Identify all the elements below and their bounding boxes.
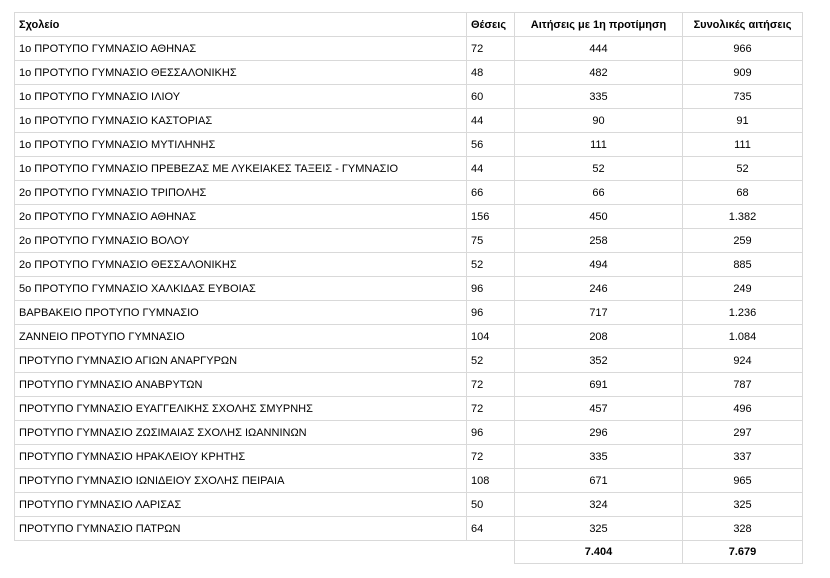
total-applications-cell: 735 [683, 85, 803, 109]
positions-cell: 52 [467, 349, 515, 373]
total-applications-cell: 1.382 [683, 205, 803, 229]
total-applications-cell: 909 [683, 61, 803, 85]
table-row [15, 109, 803, 133]
first-preference-cell: 450 [515, 205, 683, 229]
first-preference-cell: 246 [515, 277, 683, 301]
total-applications-cell: 328 [683, 517, 803, 541]
positions-cell: 72 [467, 373, 515, 397]
school-name-cell: 1ο ΠΡΟΤΥΠΟ ΓΥΜΝΑΣΙΟ ΙΛΙΟΥ [15, 85, 467, 109]
table-row [15, 397, 803, 421]
school-name-cell: ΖΑΝΝΕΙΟ ΠΡΟΤΥΠΟ ΓΥΜΝΑΣΙΟ [15, 325, 467, 349]
positions-cell: 72 [467, 37, 515, 61]
total-applications-cell: 297 [683, 421, 803, 445]
total-applications-cell: 496 [683, 397, 803, 421]
positions-cell: 75 [467, 229, 515, 253]
first-preference-cell: 335 [515, 85, 683, 109]
school-name-cell: ΠΡΟΤΥΠΟ ΓΥΜΝΑΣΙΟ ΗΡΑΚΛΕΙΟΥ ΚΡΗΤΗΣ [15, 445, 467, 469]
school-name-cell: 2ο ΠΡΟΤΥΠΟ ΓΥΜΝΑΣΙΟ ΒΟΛΟΥ [15, 229, 467, 253]
total-applications-cell: 52 [683, 157, 803, 181]
total-applications-cell: 1.084 [683, 325, 803, 349]
school-name-cell: 1ο ΠΡΟΤΥΠΟ ΓΥΜΝΑΣΙΟ ΘΕΣΣΑΛΟΝΙΚΗΣ [15, 61, 467, 85]
school-name-cell: 1ο ΠΡΟΤΥΠΟ ΓΥΜΝΑΣΙΟ ΠΡΕΒΕΖΑΣ ΜΕ ΛΥΚΕΙΑΚΕΣ ΤΑΞΕΙΣ - ΓΥΜΝΑΣΙΟ [15, 157, 467, 181]
first-preference-cell: 111 [515, 133, 683, 157]
positions-cell: 48 [467, 61, 515, 85]
school-name-cell: ΠΡΟΤΥΠΟ ΓΥΜΝΑΣΙΟ ΛΑΡΙΣΑΣ [15, 493, 467, 517]
total-applications-cell: 924 [683, 349, 803, 373]
total-applications-cell: 966 [683, 37, 803, 61]
positions-cell: 108 [467, 469, 515, 493]
totals-blank-school [15, 541, 467, 564]
total-applications-cell: 965 [683, 469, 803, 493]
header-first-preference: Αιτήσεις με 1η προτίμηση [515, 13, 683, 37]
school-name-cell: ΒΑΡΒΑΚΕΙΟ ΠΡΟΤΥΠΟ ΓΥΜΝΑΣΙΟ [15, 301, 467, 325]
first-preference-cell: 352 [515, 349, 683, 373]
header-total-applications: Συνολικές αιτήσεις [683, 13, 803, 37]
totals-blank-positions [467, 541, 515, 564]
table-row [15, 349, 803, 373]
positions-cell: 96 [467, 301, 515, 325]
total-applications-cell: 249 [683, 277, 803, 301]
total-first-preference: 7.404 [515, 541, 683, 564]
first-preference-cell: 457 [515, 397, 683, 421]
first-preference-cell: 482 [515, 61, 683, 85]
table-row [15, 277, 803, 301]
total-applications-cell: 259 [683, 229, 803, 253]
school-name-cell: 2ο ΠΡΟΤΥΠΟ ΓΥΜΝΑΣΙΟ ΑΘΗΝΑΣ [15, 205, 467, 229]
table-row [15, 61, 803, 85]
positions-cell: 96 [467, 277, 515, 301]
table-row [15, 229, 803, 253]
total-applications: 7.679 [683, 541, 803, 564]
first-preference-cell: 208 [515, 325, 683, 349]
positions-cell: 50 [467, 493, 515, 517]
first-preference-cell: 324 [515, 493, 683, 517]
positions-cell: 44 [467, 109, 515, 133]
positions-cell: 72 [467, 445, 515, 469]
table-row [15, 37, 803, 61]
table-row [15, 133, 803, 157]
header-school: Σχολείο [15, 13, 467, 37]
positions-cell: 44 [467, 157, 515, 181]
header-positions: Θέσεις [467, 13, 515, 37]
first-preference-cell: 335 [515, 445, 683, 469]
first-preference-cell: 66 [515, 181, 683, 205]
table-row [15, 469, 803, 493]
total-applications-cell: 325 [683, 493, 803, 517]
total-applications-cell: 68 [683, 181, 803, 205]
school-name-cell: 2ο ΠΡΟΤΥΠΟ ΓΥΜΝΑΣΙΟ ΤΡΙΠΟΛΗΣ [15, 181, 467, 205]
table-row [15, 517, 803, 541]
table-row [15, 445, 803, 469]
first-preference-cell: 444 [515, 37, 683, 61]
totals-row [15, 541, 803, 564]
school-name-cell: ΠΡΟΤΥΠΟ ΓΥΜΝΑΣΙΟ ΕΥΑΓΓΕΛΙΚΗΣ ΣΧΟΛΗΣ ΣΜΥΡΝΗΣ [15, 397, 467, 421]
table-row [15, 253, 803, 277]
first-preference-cell: 296 [515, 421, 683, 445]
positions-cell: 56 [467, 133, 515, 157]
first-preference-cell: 717 [515, 301, 683, 325]
total-applications-cell: 111 [683, 133, 803, 157]
positions-cell: 66 [467, 181, 515, 205]
total-applications-cell: 337 [683, 445, 803, 469]
table-row [15, 157, 803, 181]
table-row [15, 373, 803, 397]
first-preference-cell: 494 [515, 253, 683, 277]
table-row [15, 493, 803, 517]
school-name-cell: ΠΡΟΤΥΠΟ ΓΥΜΝΑΣΙΟ ΖΩΣΙΜΑΙΑΣ ΣΧΟΛΗΣ ΙΩΑΝΝΙΝΩΝ [15, 421, 467, 445]
positions-cell: 60 [467, 85, 515, 109]
applications-table [14, 12, 803, 564]
school-name-cell: 1ο ΠΡΟΤΥΠΟ ΓΥΜΝΑΣΙΟ ΜΥΤΙΛΗΝΗΣ [15, 133, 467, 157]
school-name-cell: 2ο ΠΡΟΤΥΠΟ ΓΥΜΝΑΣΙΟ ΘΕΣΣΑΛΟΝΙΚΗΣ [15, 253, 467, 277]
first-preference-cell: 258 [515, 229, 683, 253]
positions-cell: 52 [467, 253, 515, 277]
total-applications-cell: 885 [683, 253, 803, 277]
table-row [15, 205, 803, 229]
first-preference-cell: 671 [515, 469, 683, 493]
total-applications-cell: 91 [683, 109, 803, 133]
first-preference-cell: 325 [515, 517, 683, 541]
school-name-cell: 1ο ΠΡΟΤΥΠΟ ΓΥΜΝΑΣΙΟ ΑΘΗΝΑΣ [15, 37, 467, 61]
table-row [15, 85, 803, 109]
header-row [15, 13, 803, 37]
first-preference-cell: 90 [515, 109, 683, 133]
school-name-cell: 1ο ΠΡΟΤΥΠΟ ΓΥΜΝΑΣΙΟ ΚΑΣΤΟΡΙΑΣ [15, 109, 467, 133]
school-name-cell: 5ο ΠΡΟΤΥΠΟ ΓΥΜΝΑΣΙΟ ΧΑΛΚΙΔΑΣ ΕΥΒΟΙΑΣ [15, 277, 467, 301]
school-name-cell: ΠΡΟΤΥΠΟ ΓΥΜΝΑΣΙΟ ΠΑΤΡΩΝ [15, 517, 467, 541]
table-row [15, 181, 803, 205]
school-name-cell: ΠΡΟΤΥΠΟ ΓΥΜΝΑΣΙΟ ΙΩΝΙΔΕΙΟΥ ΣΧΟΛΗΣ ΠΕΙΡΑΙΑ [15, 469, 467, 493]
school-name-cell: ΠΡΟΤΥΠΟ ΓΥΜΝΑΣΙΟ ΑΝΑΒΡΥΤΩΝ [15, 373, 467, 397]
positions-cell: 104 [467, 325, 515, 349]
table-row [15, 325, 803, 349]
positions-cell: 96 [467, 421, 515, 445]
table-row [15, 301, 803, 325]
table-row [15, 421, 803, 445]
first-preference-cell: 52 [515, 157, 683, 181]
school-name-cell: ΠΡΟΤΥΠΟ ΓΥΜΝΑΣΙΟ ΑΓΙΩΝ ΑΝΑΡΓΥΡΩΝ [15, 349, 467, 373]
first-preference-cell: 691 [515, 373, 683, 397]
total-applications-cell: 1.236 [683, 301, 803, 325]
positions-cell: 72 [467, 397, 515, 421]
positions-cell: 64 [467, 517, 515, 541]
positions-cell: 156 [467, 205, 515, 229]
total-applications-cell: 787 [683, 373, 803, 397]
